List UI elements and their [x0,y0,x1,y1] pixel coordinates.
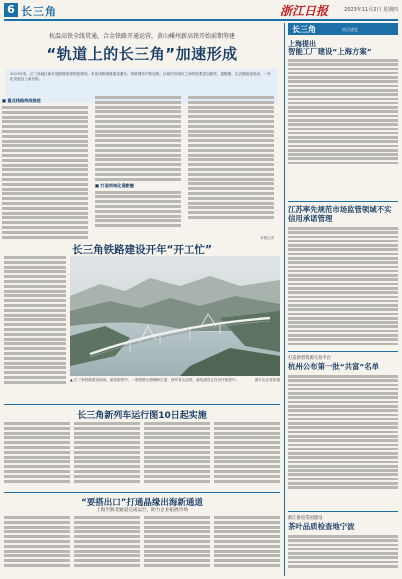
sidebar-story-title: 茶叶品质检查地宁波 [288,522,355,531]
sidebar-story-body [288,59,398,169]
right-sidebar [284,23,398,576]
header-rule [4,19,398,21]
caption-text: ▲ 长三角铁路建设现场。航拍图景中，一座铁路大桥横跨江面，两岸青山连绵，新线建设正在有序推进中。 [70,378,240,382]
sidebar-banner-subtitle: 热点速览 [342,26,358,32]
lead-summary: 2023年来，长三角地区新开通铁路里程明显增加，多条线路相继建成通车，铁路网络不断加密。区域内各城市之间的联系更加紧密，通勤圈、生活圈加速形成，一体化发展迈上新台阶。 [10,72,271,81]
text-lines [95,191,181,228]
body-column [144,422,210,488]
body-column [214,516,280,574]
sidebar-story-title: 江苏率先规范市场监管领域不实信用承诺管理 [288,205,392,223]
photo-story-text [4,256,66,396]
lead-story [4,23,280,103]
text-lines [4,256,66,384]
section-name: 长三角 [21,5,57,18]
sidebar-divider [288,511,398,512]
sidebar-divider [288,201,398,202]
lead-headline: “轨道上的长三角”加速形成 [46,45,238,63]
third-story-body [4,422,280,488]
section-divider [4,404,280,405]
sidebar-story-body [288,227,398,347]
sidebar-banner [288,23,398,35]
body-column [214,422,280,488]
sidebar-story-body [288,375,398,493]
sidebar-banner-title: 长三角 [292,25,316,34]
aerial-bridge-photo [70,256,280,376]
body-column [188,96,274,246]
sidebar-story-title: 杭州公布第一批“共富”名单 [288,362,380,371]
text-lines [188,96,274,219]
body-column [2,96,88,246]
sidebar-story-body [288,535,398,573]
page-header [4,3,398,19]
sidebar-story-kicker: 上海提出 [288,40,316,48]
lead-kicker: 杭温高铁全线贯通，合金铁路开通运营，黄山嵊州新高铁开始前期筹建 [48,33,235,40]
photo-illustration [70,256,280,376]
fourth-story-body [4,516,280,576]
date-line: 2023年11月2日 星期四 [344,7,398,13]
subhead: ■ 重点线路持续推进 [2,98,41,103]
lead-body [2,96,274,246]
section-divider [4,492,280,493]
body-column [4,422,70,488]
newspaper-logo: 浙江日报 [279,4,328,18]
body-column [4,516,70,574]
fourth-story-title: “要搭出口”打通晶缘出海新通道 [81,498,203,508]
sidebar-story-title: 智能工厂建设“上海方案” [288,47,372,56]
sidebar-story-kicker: 打造新型资源交易平台 [288,356,331,361]
byline: 本报记者 [260,236,274,240]
text-lines [2,106,88,239]
sidebar-divider [288,351,398,352]
third-story-title: 长三角新列车运行图10日起实施 [77,411,207,421]
sidebar-story-kicker: 浙江推进茶园建设 [288,516,323,521]
page-number: 6 [4,3,18,17]
subhead: ■ 打造同城化通勤圈 [95,182,134,188]
body-column [74,422,140,488]
photo-caption [70,378,280,383]
fourth-story-subtitle: 上海至浙北通道完成运行，助力企业拓展市场 [96,508,188,513]
body-column [144,516,210,574]
body-column [74,516,140,574]
text-lines [95,96,181,181]
photo-credit: 图片由记者拍摄 [254,378,280,382]
photo-story-title: 长三角铁路建设开年“开工忙” [72,244,212,256]
body-column [95,96,181,246]
